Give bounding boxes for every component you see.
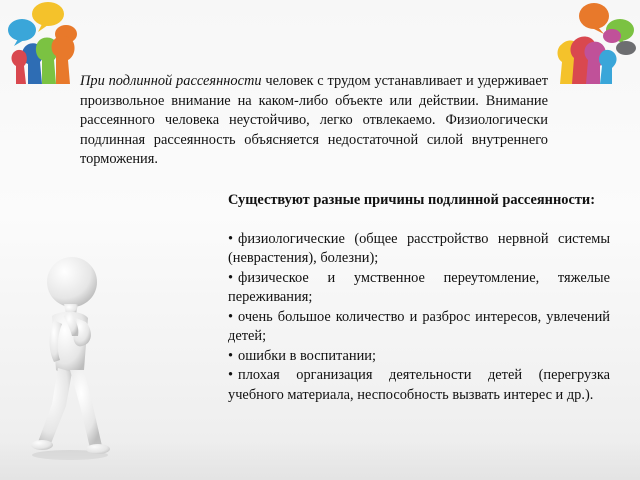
bullet-icon: •: [228, 308, 234, 325]
cause-item: [228, 230, 610, 269]
intro-italic-lead: При подлинной рассеянности: [80, 73, 262, 89]
causes-heading: Существуют разные причины подлинной рассеянности:: [228, 192, 595, 208]
cause-item-text: плохая организация деятельности детей (перегрузка учебного материала, неспособность вызвать интерес и др.).: [228, 367, 610, 403]
speech-bubbles-heads-icon: [2, 0, 86, 84]
cause-item-text: физиологические (общее расстройство нервной системы (неврастения), болезни);: [228, 230, 610, 266]
cause-item-text: очень большое количество и разброс интересов, увлечений детей;: [228, 308, 610, 344]
intro-text: человек с трудом устанавливает и удерживает произвольное внимание на каком-либо объекте или действии. Внимание рассеянного человека неустойчиво, легко отвлекаемо. Физиологически подлинная рассеянность объясняется недостаточной силой внутреннего торможения.: [80, 73, 548, 167]
bullet-icon: •: [228, 230, 234, 247]
bottom-shade: [0, 440, 640, 480]
cause-item: [228, 269, 610, 308]
cause-item-text: физическое и умственное переутомление, тяжелые переживания;: [228, 269, 610, 305]
cause-item-text: ошибки в воспитании;: [238, 347, 376, 364]
speech-bubbles-heads-icon: [550, 0, 640, 84]
causes-section: [228, 191, 610, 405]
cause-item: [228, 347, 610, 367]
cause-item: [228, 308, 610, 347]
bullet-icon: •: [228, 347, 234, 364]
thinking-person-figure-icon: [8, 252, 118, 462]
bullet-icon: •: [228, 269, 234, 286]
bullet-icon: •: [228, 367, 234, 383]
intro-paragraph: [80, 72, 548, 170]
cause-item: [228, 366, 610, 405]
